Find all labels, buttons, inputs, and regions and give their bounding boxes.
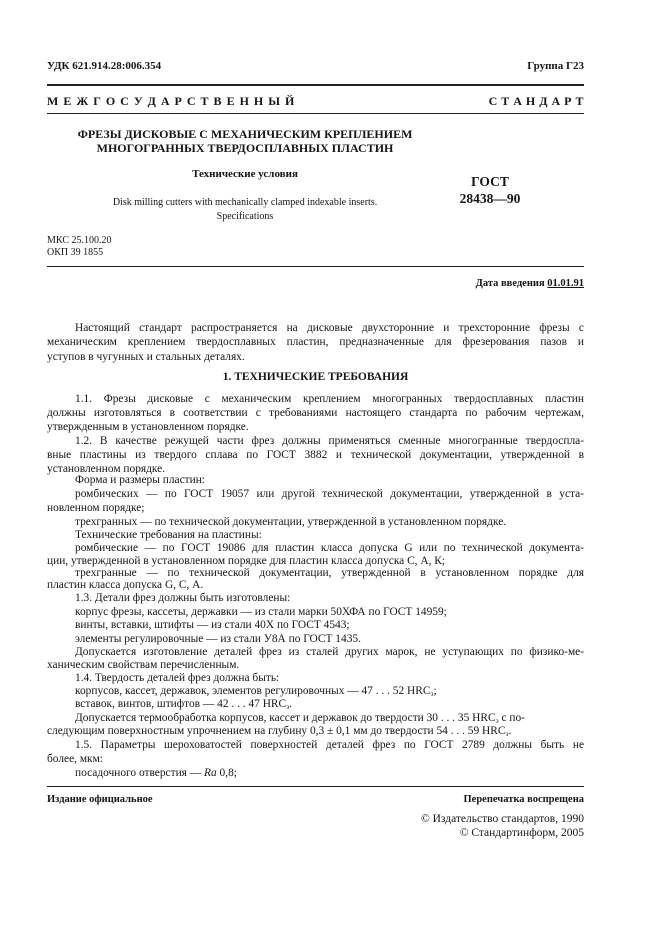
english-line-2: Specifications bbox=[216, 211, 274, 222]
text-line: 1.4. Твердость деталей фрез должна быть: bbox=[75, 672, 280, 684]
udk-code: УДК 621.914.28:006.354 bbox=[47, 60, 162, 72]
text-line: корпус фрезы, кассеты, державки — из стали марки 50ХФА по ГОСТ 14959; bbox=[75, 606, 447, 618]
text-line: пластин класса допуска G, С, А. bbox=[47, 579, 204, 591]
text-line: трехгранные — по технической документации, утвержденной в установленном порядке для bbox=[75, 567, 584, 579]
intro-date bbox=[476, 278, 584, 289]
text-line: 1.3. Детали фрез должны быть изготовлены: bbox=[75, 592, 291, 604]
intro-date-value: 01.01.91 bbox=[547, 278, 584, 289]
text-line: винты, вставки, штифты — из стали 40Х по ГОСТ 4543; bbox=[75, 619, 350, 631]
text-line: Допускается изготовление деталей фрез из сталей других марок, не уступающих по физико-ме- bbox=[75, 646, 584, 658]
text-line: должны изготовляться в соответствии с требованиями настоящего стандарта по рабочим чертежам, bbox=[47, 407, 584, 419]
text-line: 1.5. Параметры шероховатостей поверхностей деталей фрез по ГОСТ 2789 должны быть не bbox=[75, 739, 584, 751]
text-line: ханическим свойствам перечисленным. bbox=[47, 659, 240, 671]
text-line: ции, утвержденной в установленном порядке для пластин класса допуска С, А, К; bbox=[47, 555, 446, 567]
hrc-sub: э bbox=[505, 730, 509, 738]
okp-code: ОКП 39 1855 bbox=[47, 247, 104, 258]
group-code: Группа Г23 bbox=[527, 60, 584, 72]
text-line: более, мкм: bbox=[47, 753, 103, 765]
text-line: 1.1. Фрезы дисковые с механическим креплением многогранных твердосплавных пластин bbox=[75, 393, 584, 405]
surface-hardening: следующим поверхностным упрочнением на глубину 0,3 ± 0,1 мм до твердости 54 . . . 59 HRC bbox=[47, 725, 506, 737]
text-line bbox=[75, 697, 292, 712]
english-line-1: Disk milling cutters with mechanically clamped indexable inserts. bbox=[112, 197, 378, 208]
banner-rule bbox=[47, 113, 584, 114]
preamble-line: механическим креплением твердосплавных пластин, предназначенные для фрезерования пазов и bbox=[47, 336, 584, 348]
heat-treatment: Допускается термообработка корпусов, кассет и державок до твердости 30 . . . 35 HRC bbox=[75, 712, 496, 724]
text-line: элементы регулировочные — из стали У8А по ГОСТ 1435. bbox=[75, 633, 361, 645]
edition-note: Издание официальное bbox=[47, 794, 153, 805]
bore-label: посадочного отверстия — bbox=[75, 767, 205, 779]
text-line: Технические требования на пластины: bbox=[75, 529, 262, 541]
hardness-inserts: вставок, винтов, штифтов — 42 . . . 47 HRC bbox=[75, 698, 287, 710]
text-line bbox=[47, 724, 511, 739]
section-title: 1. ТЕХНИЧЕСКИЕ ТРЕБОВАНИЯ bbox=[222, 371, 409, 383]
banner-right: С Т А Н Д А Р Т bbox=[488, 94, 584, 108]
doc-subtitle: Технические условия bbox=[192, 168, 298, 180]
punct: ; bbox=[433, 685, 437, 697]
text-line: утвержденным в установленном порядке. bbox=[47, 421, 249, 433]
hardness-body: корпусов, кассет, державок, элементов регулировочных — 47 . . . 52 HRC bbox=[75, 685, 431, 697]
hrc-sub: э bbox=[430, 690, 434, 698]
text-line: ромбических — по ГОСТ 19057 или другой технической документации, утвержденной в уста- bbox=[75, 488, 584, 500]
hrc-sub: э bbox=[286, 703, 290, 711]
gost-number: 28438—90 bbox=[459, 191, 521, 206]
banner-left: М Е Ж Г О С У Д А Р С Т В Е Н Н Ы Й bbox=[47, 94, 295, 108]
english-title bbox=[47, 196, 443, 224]
ra-value: 0,8; bbox=[216, 767, 237, 779]
gost-block bbox=[440, 173, 540, 207]
text-line: установленном порядке. bbox=[47, 463, 166, 475]
reprint-note: Перепечатка воспрещена bbox=[463, 794, 584, 805]
punct: . bbox=[508, 725, 512, 737]
text-line: ромбические — по ГОСТ 19086 для пластин класса допуска G или по технической документа- bbox=[75, 542, 584, 554]
text-line bbox=[75, 766, 237, 781]
footer-rule bbox=[47, 786, 584, 787]
classification-codes bbox=[47, 235, 111, 259]
text-line: 1.2. В качестве режущей части фрез должны применяться сменные многогранные твердоспла- bbox=[75, 435, 584, 447]
text-line: вные пластины из твердого сплава по ГОСТ 3882 и технической документации, утвержденной в bbox=[47, 449, 584, 461]
intro-date-label: Дата введения bbox=[475, 278, 545, 289]
title-line-2: МНОГОГРАННЫХ ТВЕРДОСПЛАВНЫХ ПЛАСТИН bbox=[96, 141, 394, 155]
punct: с по- bbox=[498, 712, 525, 724]
copyright-1: © Издательство стандартов, 1990 bbox=[420, 813, 584, 825]
text-line: трехгранных — по технической документации, утвержденной в установленном порядке. bbox=[75, 516, 507, 528]
ra-symbol: Ra bbox=[204, 767, 217, 779]
mks-code: МКС 25.100.20 bbox=[47, 235, 112, 246]
doc-title bbox=[47, 127, 443, 155]
preamble-line: Настоящий стандарт распространяется на дисковые двухсторонние и трехсторонние фрезы с bbox=[75, 322, 584, 334]
copyright-2: © Стандартинформ, 2005 bbox=[459, 827, 584, 839]
hrc-sub: э bbox=[495, 717, 499, 725]
text-line: новленном порядке; bbox=[47, 502, 145, 514]
text-line: Форма и размеры пластин: bbox=[75, 474, 205, 486]
codes-rule bbox=[47, 266, 584, 267]
preamble-line: уступов в чугунных и стальных деталях. bbox=[47, 351, 245, 363]
gost-label: ГОСТ bbox=[471, 174, 509, 189]
copyright-block bbox=[421, 812, 584, 840]
title-line-1: ФРЕЗЫ ДИСКОВЫЕ С МЕХАНИЧЕСКИМ КРЕПЛЕНИЕМ bbox=[77, 127, 413, 141]
top-rule bbox=[47, 84, 584, 86]
punct: . bbox=[289, 698, 293, 710]
